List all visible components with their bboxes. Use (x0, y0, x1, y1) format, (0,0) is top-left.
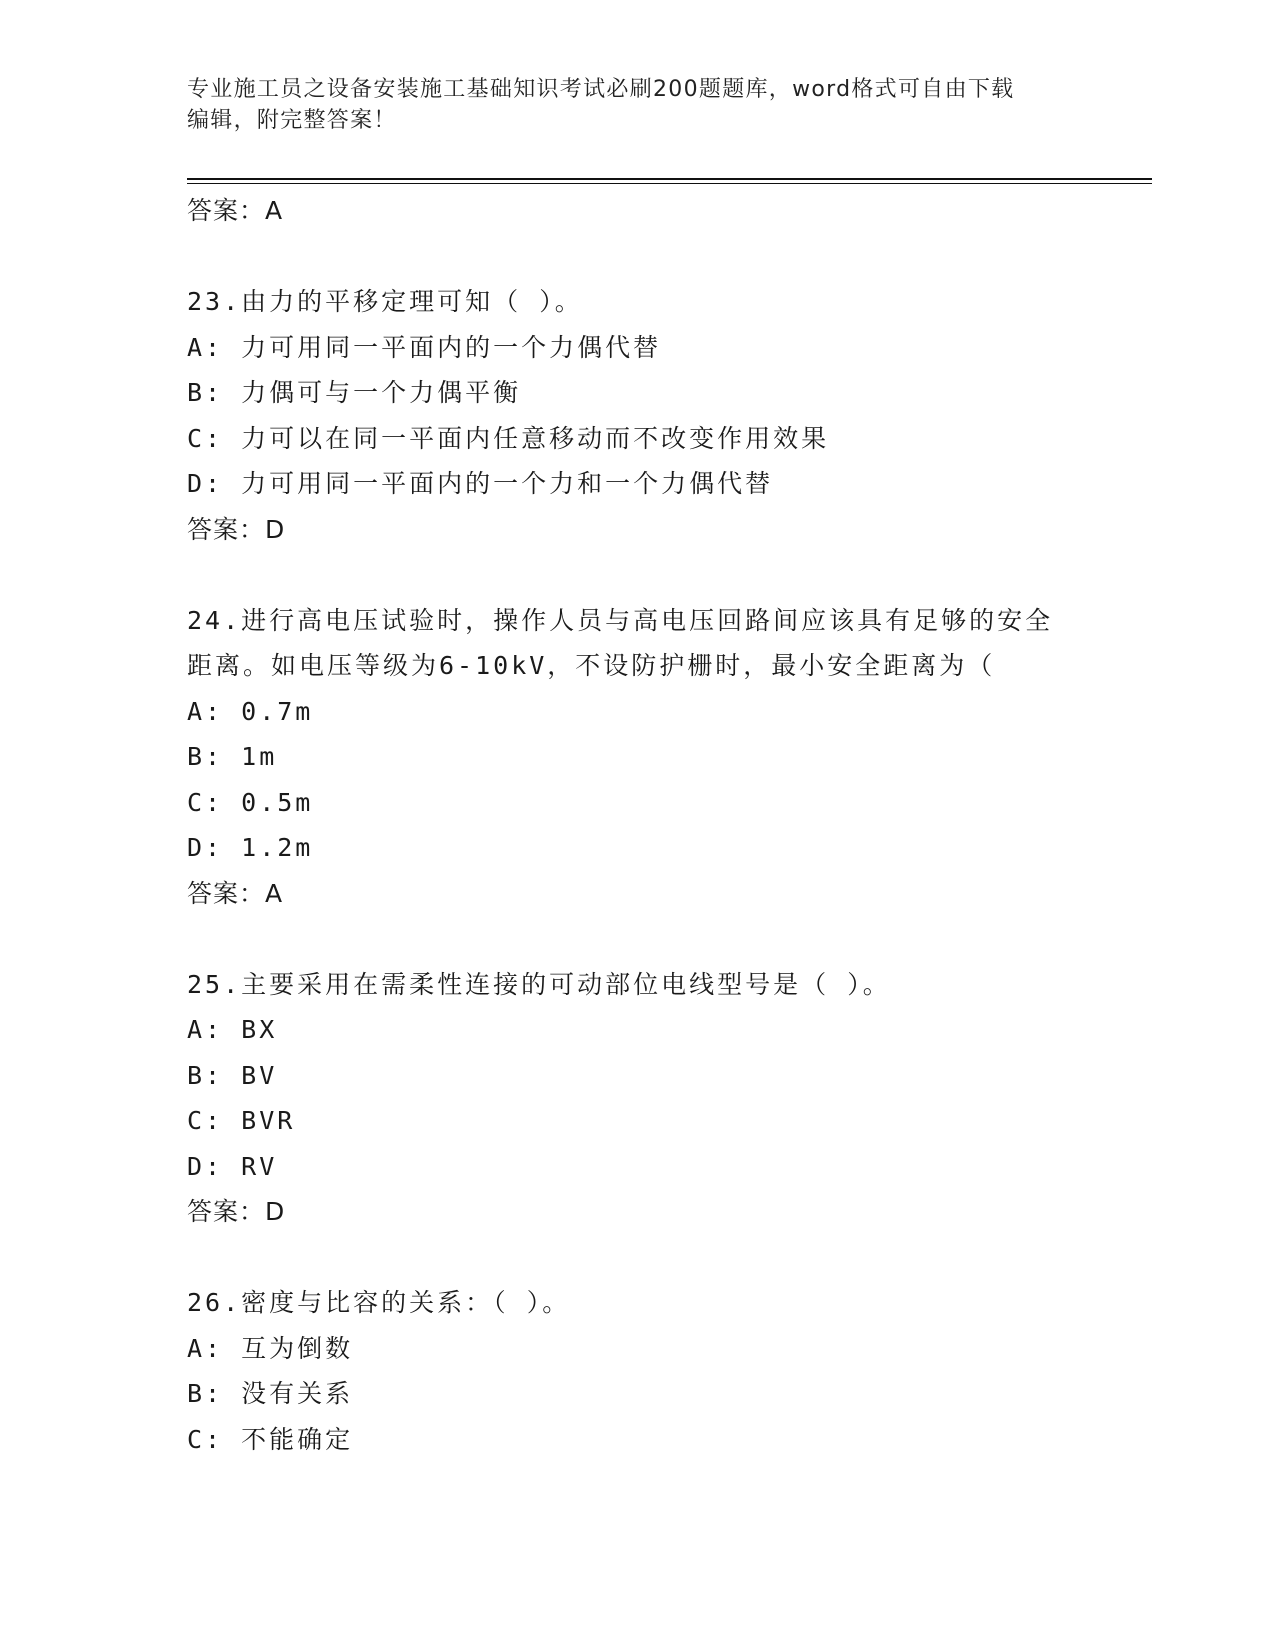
question-gap (187, 234, 1087, 280)
header-divider-thick (187, 178, 1152, 180)
answer-option: A: 力可用同一平面内的一个力偶代替 (187, 332, 662, 362)
answer-line: 答案：A (187, 878, 284, 908)
answer-option: A: BX (187, 1015, 278, 1044)
answer-option: C: 力可以在同一平面内任意移动而不改变作用效果 (187, 423, 830, 453)
answer-option: B: 力偶可与一个力偶平衡 (187, 378, 522, 407)
header-line-2: 编辑，附完整答案！ (187, 108, 397, 133)
question-list (187, 188, 1087, 1462)
answer-option: C: BVR (187, 1106, 296, 1135)
answer-option: C: 不能确定 (187, 1424, 354, 1454)
answer-line: 答案：A (187, 196, 284, 225)
answer-option: A: 0.7m (187, 696, 314, 726)
answer-option: A: 互为倒数 (187, 1333, 354, 1363)
question-gap (187, 552, 1087, 598)
answer-option: D: 1.2m (187, 833, 314, 862)
question-stem: 24.进行高电压试验时，操作人员与高电压回路间应该具有足够的安全 (187, 605, 1054, 635)
answer-option: B: 1m (187, 742, 278, 771)
answer-option: B: BV (187, 1060, 278, 1090)
answer-line: 答案：D (187, 514, 286, 544)
header-line-1: 专业施工员之设备安装施工基础知识考试必刷200题题库，word格式可自由下载 (187, 77, 1015, 102)
answer-option: B: 没有关系 (187, 1379, 354, 1408)
question-stem: 23.由力的平移定理可知（ ）。 (187, 287, 583, 316)
question-stem: 26.密度与比容的关系：（ ）。 (187, 1288, 571, 1317)
header-divider-thin (187, 183, 1152, 184)
question-gap (187, 916, 1087, 962)
answer-option: C: 0.5m (187, 787, 314, 817)
question-stem: 25.主要采用在需柔性连接的可动部位电线型号是（ ）。 (187, 969, 891, 999)
answer-option: D: 力可用同一平面内的一个力和一个力偶代替 (187, 469, 774, 498)
answer-line: 答案：D (187, 1197, 286, 1226)
document-header (187, 74, 1067, 136)
answer-option: D: RV (187, 1151, 278, 1181)
question-stem: 距离。如电压等级为6-10kV，不设防护栅时，最小安全距离为（ (187, 651, 996, 680)
question-gap (187, 1235, 1087, 1281)
